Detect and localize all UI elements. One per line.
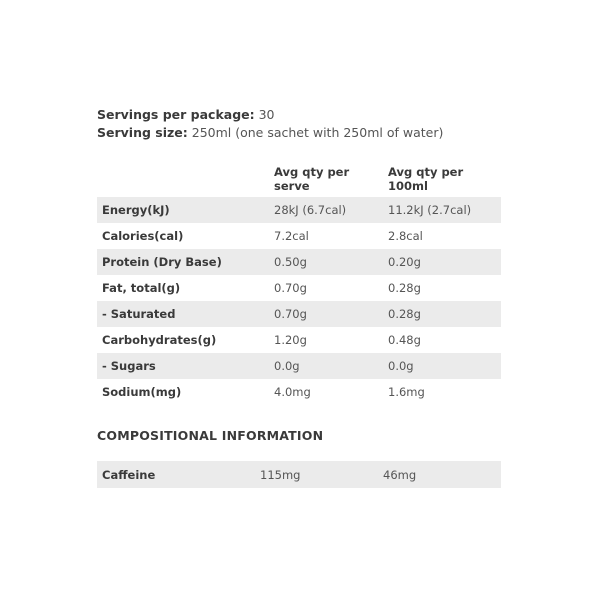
per-100ml-value: 11.2kJ (2.7cal) bbox=[388, 197, 501, 223]
servings-label: Servings per package: bbox=[97, 107, 255, 122]
row-label: Carbohydrates(g) bbox=[102, 333, 217, 347]
table-row bbox=[97, 379, 501, 405]
row-label: Calories(cal) bbox=[102, 229, 184, 243]
row-label: - Saturated bbox=[97, 301, 274, 327]
servings-per-package bbox=[97, 106, 443, 124]
per-100ml-value: 0.0g bbox=[388, 353, 501, 379]
per-serve-value: 115mg bbox=[260, 461, 383, 488]
table-row bbox=[97, 461, 501, 488]
per-100ml-value: 0.28g bbox=[388, 301, 501, 327]
per-serve-value: 7.2cal bbox=[274, 229, 309, 243]
table-row bbox=[97, 327, 501, 353]
per-serve-value: 0.0g bbox=[274, 353, 388, 379]
per-serve-value: 0.70g bbox=[274, 281, 307, 295]
per-100ml-value: 1.6mg bbox=[388, 385, 425, 399]
table-row bbox=[97, 249, 501, 275]
row-label: - Sugars bbox=[97, 353, 274, 379]
per-serve-value: 1.20g bbox=[274, 333, 307, 347]
per-100ml-value: 0.48g bbox=[388, 333, 421, 347]
per-serve-value: 0.70g bbox=[274, 301, 388, 327]
row-label: Caffeine bbox=[97, 461, 260, 488]
header-per-100ml: Avg qty per 100ml bbox=[388, 165, 464, 193]
serving-size bbox=[97, 124, 443, 142]
table-row bbox=[97, 275, 501, 301]
per-100ml-value: 46mg bbox=[383, 461, 501, 488]
compositional-title: COMPOSITIONAL INFORMATION bbox=[97, 428, 324, 443]
table-row bbox=[97, 223, 501, 249]
row-label: Sodium(mg) bbox=[102, 385, 182, 399]
per-100ml-value: 0.20g bbox=[388, 249, 501, 275]
header-per-serve: Avg qty per serve bbox=[274, 165, 350, 193]
servings-value: 30 bbox=[254, 107, 275, 122]
header-blank bbox=[97, 162, 274, 197]
table-row bbox=[97, 197, 501, 223]
row-label: Fat, total(g) bbox=[102, 281, 181, 295]
compositional-table bbox=[97, 461, 501, 488]
per-serve-value: 0.50g bbox=[274, 249, 388, 275]
per-serve-value: 28kJ (6.7cal) bbox=[274, 197, 388, 223]
table-row bbox=[97, 353, 501, 379]
row-label: Energy(kJ) bbox=[97, 197, 274, 223]
per-serve-value: 4.0mg bbox=[274, 385, 311, 399]
per-100ml-value: 2.8cal bbox=[388, 229, 423, 243]
per-100ml-value: 0.28g bbox=[388, 281, 421, 295]
serving-info bbox=[97, 106, 443, 142]
row-label: Protein (Dry Base) bbox=[97, 249, 274, 275]
nutrition-header-row bbox=[97, 162, 501, 197]
nutrition-table bbox=[97, 162, 501, 405]
serving-size-label: Serving size: bbox=[97, 125, 188, 140]
table-row bbox=[97, 301, 501, 327]
serving-size-value: 250ml (one sachet with 250ml of water) bbox=[187, 125, 444, 140]
